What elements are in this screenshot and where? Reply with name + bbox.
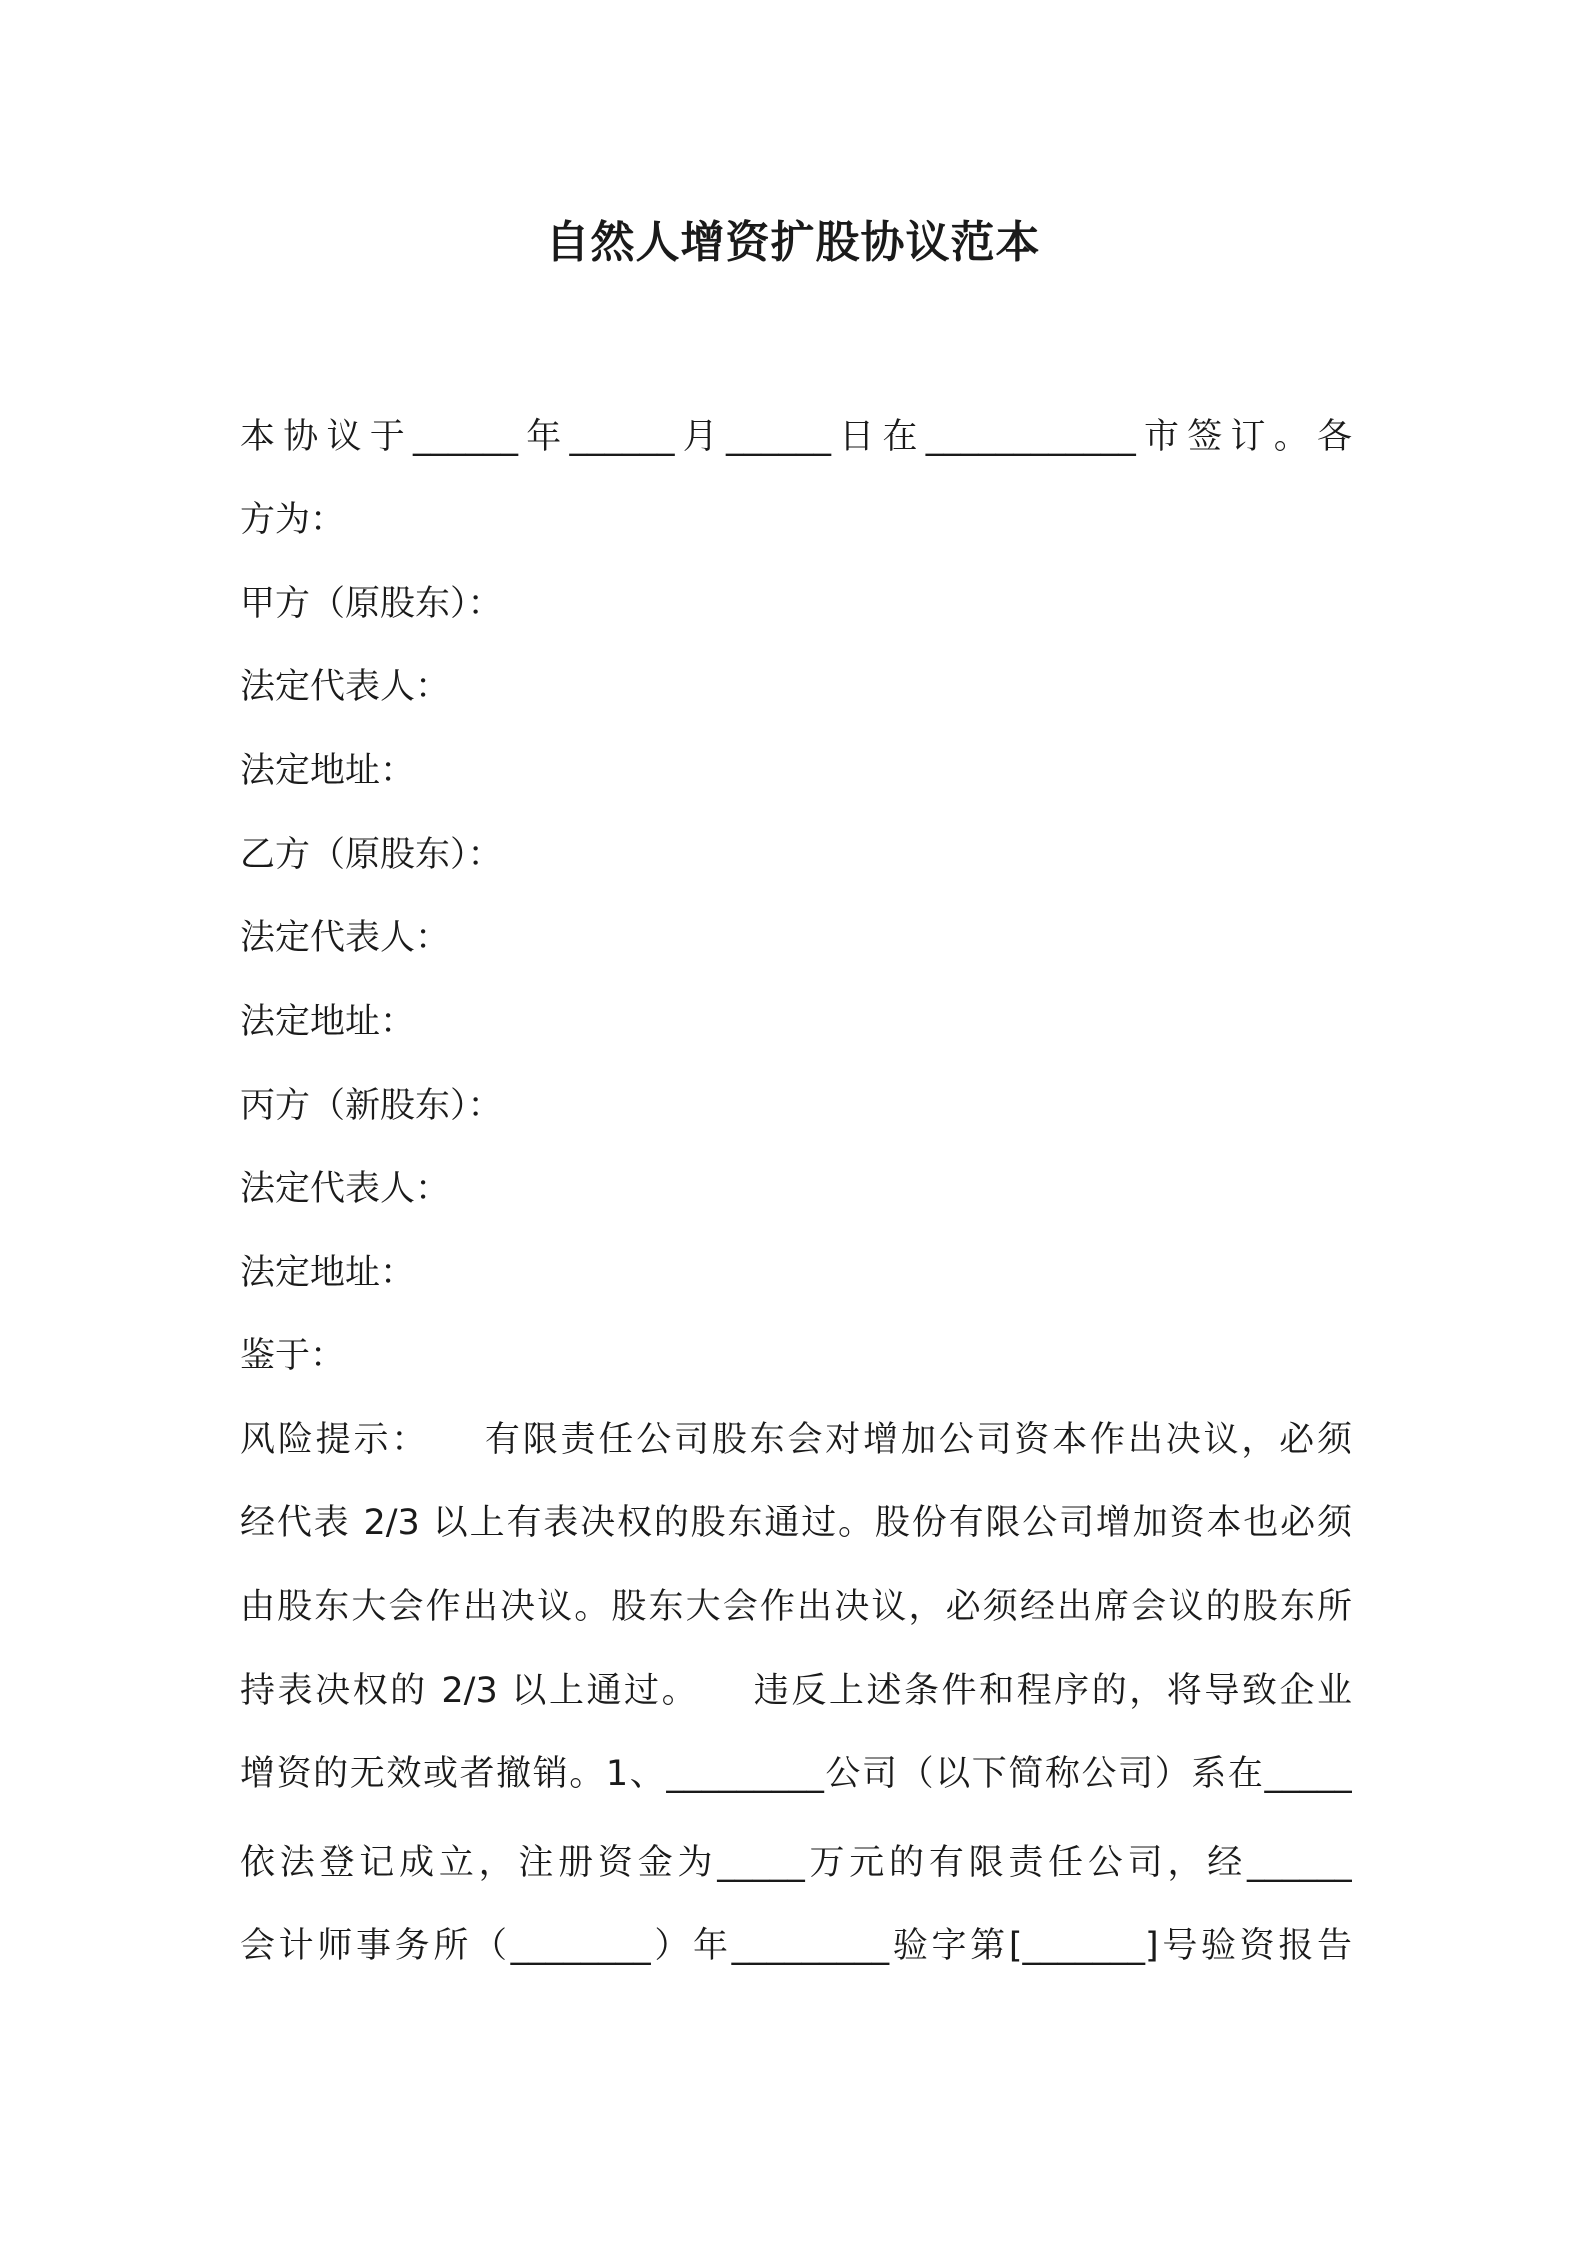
risk-notice-line-1: 风险提示： 有限责任公司股东会对增加公司资本作出决议，必须 (240, 1420, 1352, 1460)
party-b-representative-label: 法定代表人： (240, 918, 451, 958)
party-a-label: 甲方（原股东）： (240, 584, 503, 624)
risk-notice-line-4: 持表决权的 2/3 以上通过。 违反上述条件和程序的，将导致企业 (240, 1671, 1352, 1711)
whereas-label: 鉴于： (240, 1336, 346, 1376)
clause-1-line-3: 会计师事务所（________）年_________验字第[_______]号验资报告 (240, 1926, 1352, 1966)
party-b-address-label: 法定地址： (240, 1002, 416, 1042)
party-b-label: 乙方（原股东）： (240, 835, 503, 875)
risk-notice-line-2: 经代表 2/3 以上有表决权的股东通过。股份有限公司增加资本也必须 (240, 1503, 1352, 1543)
party-c-label: 丙方（新股东）： (240, 1086, 503, 1126)
party-a-representative-label: 法定代表人： (240, 667, 451, 707)
document-title: 自然人增资扩股协议范本 (545, 217, 1041, 268)
party-c-representative-label: 法定代表人： (240, 1169, 451, 1209)
clause-1-line-1: 增资的无效或者撤销。1、_________公司（以下简称公司）系在_____ (240, 1754, 1352, 1794)
agreement-intro-line: 本协议于______年______月______日在____________市签订。各 (240, 417, 1352, 457)
risk-notice-line-3: 由股东大会作出决议。股东大会作出决议，必须经出席会议的股东所 (240, 1587, 1352, 1627)
parties-intro-line: 方为： (240, 500, 346, 540)
clause-1-line-2: 依法登记成立，注册资金为_____万元的有限责任公司，经______ (240, 1843, 1352, 1883)
party-c-address-label: 法定地址： (240, 1253, 416, 1293)
party-a-address-label: 法定地址： (240, 751, 416, 791)
